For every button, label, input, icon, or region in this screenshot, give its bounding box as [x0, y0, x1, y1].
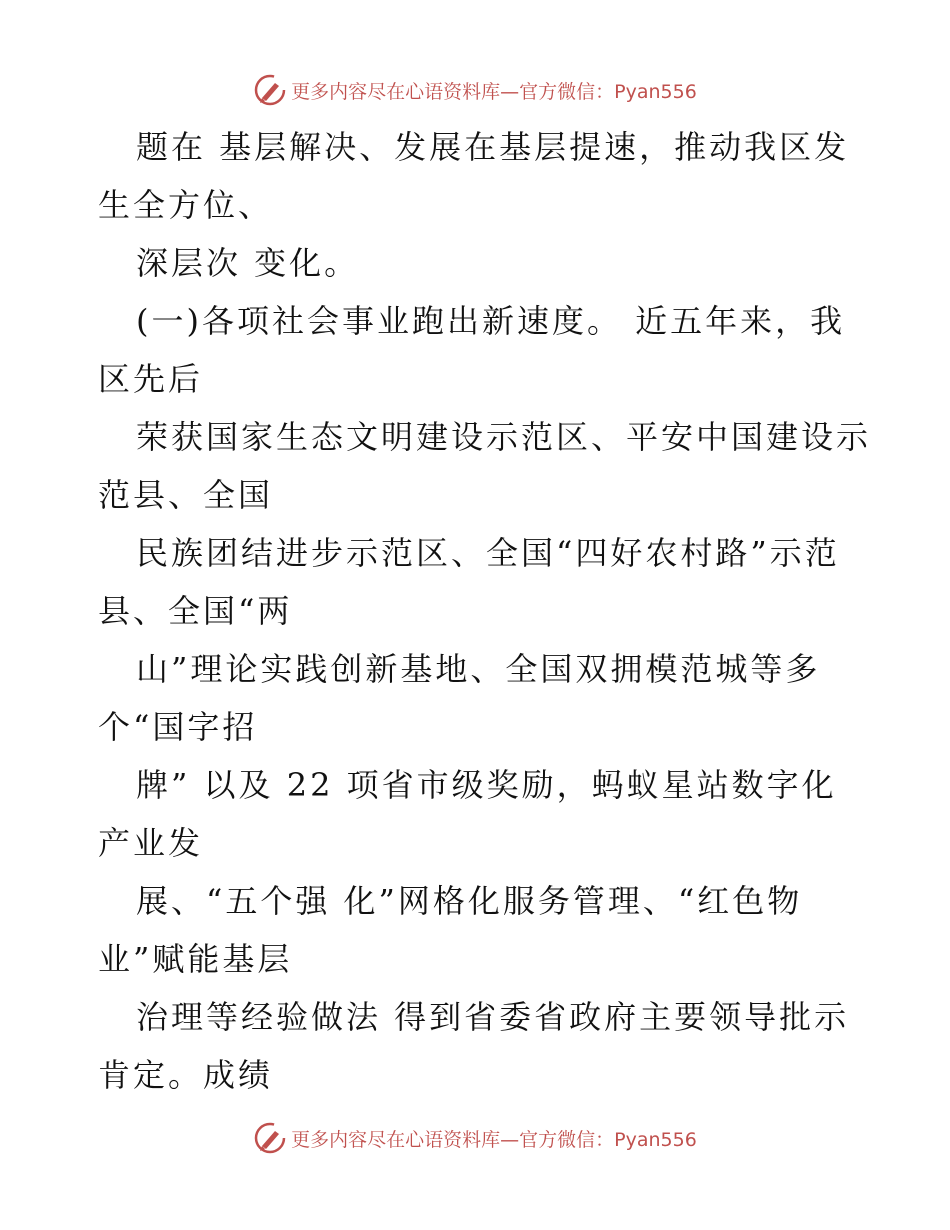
document-body: [98, 118, 872, 1104]
text-line: (一)各项社会事业跑出新速度。 近五年来，我: [136, 302, 846, 340]
text-line: 展、“五个强 化”网格化服务管理、“红色物: [136, 882, 803, 920]
text-line: 产业发: [98, 824, 204, 862]
text-line: 深层次 变化。: [136, 244, 360, 282]
watermark-text: 更多内容尽在心语资料库—官方微信：Pyan556: [291, 1128, 697, 1151]
watermark-text: 更多内容尽在心语资料库—官方微信：Pyan556: [291, 80, 697, 103]
text-line: 业”赋能基层: [98, 940, 293, 978]
text-line: 民族团结进步示范区、全国“四好农村路”示范: [136, 534, 840, 572]
footer-watermark: [0, 1118, 950, 1158]
pen-logo-icon: [253, 73, 287, 107]
text-line: 山”理论实践创新基地、全国双拥模范城等多: [136, 650, 821, 688]
text-line: 区先后: [98, 360, 204, 398]
text-line: 荣获国家生态文明建设示范区、平安中国建设示: [136, 418, 872, 456]
text-line: 牌” 以及 22 项省市级奖励，蚂蚁星站数字化: [136, 766, 837, 804]
text-line: 县、全国“两: [98, 592, 293, 630]
text-line: 治理等经验做法 得到省委省政府主要领导批示: [136, 998, 850, 1036]
header-watermark: [0, 70, 950, 110]
text-line: 个“国字招: [98, 708, 258, 746]
text-line: 题在 基层解决、发展在基层提速，推动我区发: [136, 128, 850, 166]
text-line: 肯定。成绩: [98, 1056, 274, 1094]
pen-logo-icon: [253, 1121, 287, 1155]
text-line: 生全方位、: [98, 186, 274, 224]
text-line: 范县、全国: [98, 476, 274, 514]
